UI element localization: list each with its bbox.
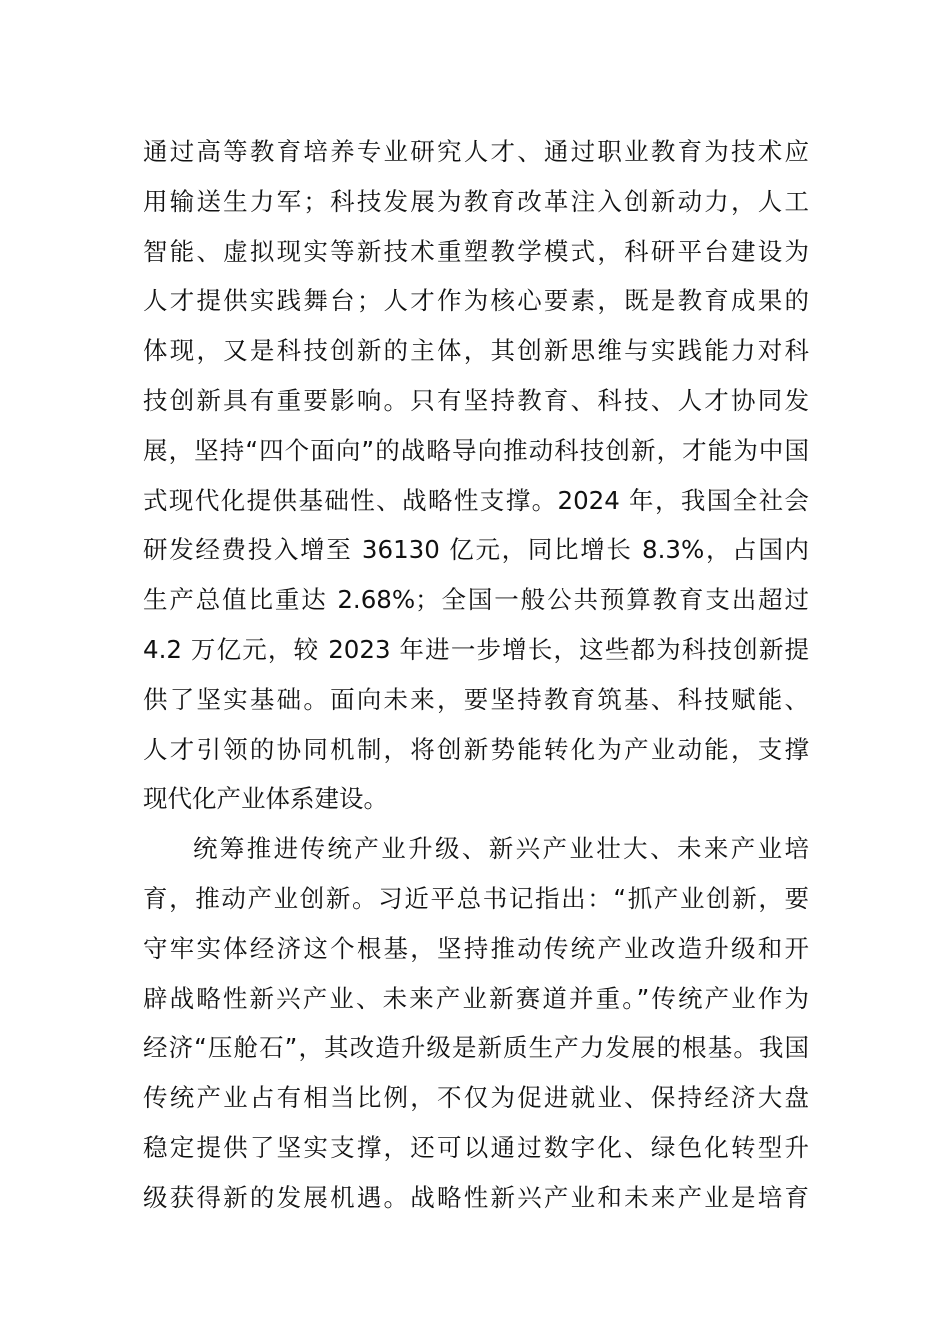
text-line-22: 级获得新的发展机遇。战略性新兴产业和未来产业是培育 — [143, 1182, 809, 1212]
text-line-2: 用输送生力军；科技发展为教育改革注入创新动力，人工 — [143, 186, 809, 216]
text-line-8: 式现代化提供基础性、战略性支撑。2024 年，我国全社会 — [143, 485, 809, 515]
text-line-1: 通过高等教育培养专业研究人才、通过职业教育为技术应 — [143, 137, 809, 166]
text-line-5: 体现，又是科技创新的主体，其创新思维与实践能力对科 — [143, 336, 809, 366]
text-line-9: 研发经费投入增至 36130 亿元，同比增长 8.3%，占国内 — [143, 535, 809, 565]
body-text — [143, 127, 809, 1223]
text-line-3: 智能、虚拟现实等新技术重塑教学模式，科研平台建设为 — [143, 236, 809, 266]
text-line-13: 人才引领的协同机制，将创新势能转化为产业动能，支撑 — [143, 734, 809, 764]
text-line-10: 生产总值比重达 2.68%；全国一般公共预算教育支出超过 — [143, 585, 809, 615]
text-line-16: 育，推动产业创新。习近平总书记指出：“抓产业创新，要 — [143, 883, 809, 913]
text-line-19: 经济“压舱石”，其改造升级是新质生产力发展的根基。我国 — [143, 1033, 809, 1063]
text-line-18: 辟战略性新兴产业、未来产业新赛道并重。”传统产业作为 — [143, 983, 809, 1013]
text-line-21: 稳定提供了坚实支撑，还可以通过数字化、绿色化转型升 — [143, 1132, 809, 1162]
paragraph-2-first-line: 统筹推进传统产业升级、新兴产业壮大、未来产业培 — [193, 834, 809, 864]
text-line-12: 供了坚实基础。面向未来，要坚持教育筑基、科技赋能、 — [143, 684, 809, 714]
text-line-7: 展，坚持“四个面向”的战略导向推动科技创新，才能为中国 — [143, 435, 809, 465]
text-line-20: 传统产业占有相当比例，不仅为促进就业、保持经济大盘 — [143, 1083, 809, 1113]
text-line-4: 人才提供实践舞台；人才作为核心要素，既是教育成果的 — [143, 286, 809, 316]
text-line-11: 4.2 万亿元，较 2023 年进一步增长，这些都为科技创新提 — [143, 634, 809, 664]
text-line-17: 守牢实体经济这个根基，坚持推动传统产业改造升级和开 — [143, 933, 809, 963]
text-line-14: 现代化产业体系建设。 — [143, 784, 388, 814]
text-line-6: 技创新具有重要影响。只有坚持教育、科技、人才协同发 — [143, 385, 809, 415]
